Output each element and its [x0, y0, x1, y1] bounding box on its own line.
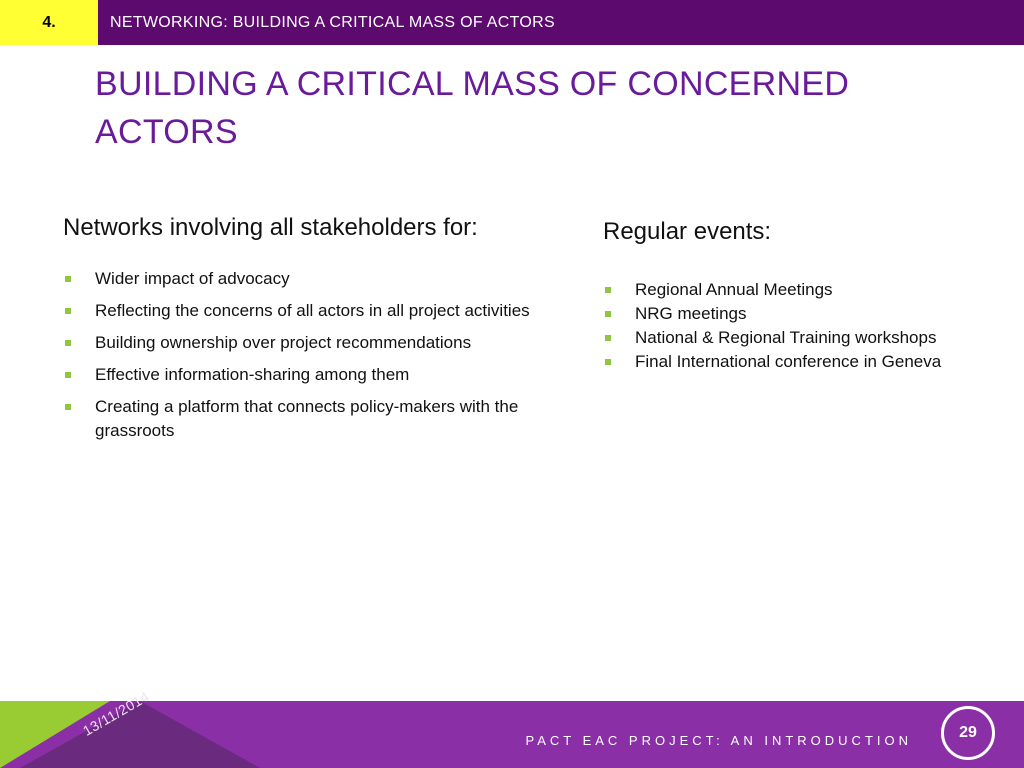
- page-number: 29: [941, 706, 995, 760]
- square-bullet-icon: [65, 308, 71, 314]
- square-bullet-icon: [65, 404, 71, 410]
- list-item-text: NRG meetings: [635, 304, 747, 323]
- square-bullet-icon: [605, 359, 611, 365]
- square-bullet-icon: [605, 287, 611, 293]
- section-title: NETWORKING: BUILDING A CRITICAL MASS OF ACTORS: [110, 13, 555, 31]
- right-column-heading: Regular events:: [603, 218, 772, 245]
- left-bullet-list: [63, 267, 553, 443]
- slide-title: BUILDING A CRITICAL MASS OF CONCERNED ACTORS: [95, 65, 850, 151]
- right-bullet-list: [603, 278, 1013, 374]
- list-item: [63, 363, 553, 387]
- left-column: [63, 212, 553, 451]
- list-item: [63, 331, 553, 355]
- list-item: [603, 278, 1013, 302]
- header-bar: [0, 0, 1024, 45]
- list-item-text: Final International conference in Geneva: [635, 352, 942, 371]
- list-item: [63, 395, 553, 443]
- list-item-text: National & Regional Training workshops: [635, 328, 937, 347]
- footer-dark-accent: [20, 701, 260, 768]
- list-item: [63, 267, 553, 291]
- square-bullet-icon: [65, 340, 71, 346]
- section-number: 4.: [0, 0, 98, 45]
- list-item-text: Creating a platform that connects policy-makers with the grassroots: [95, 397, 519, 440]
- list-item-text: Building ownership over project recommendations: [95, 333, 472, 352]
- list-item: [603, 350, 1013, 374]
- right-column: [603, 216, 1013, 374]
- square-bullet-icon: [65, 276, 71, 282]
- list-item-text: Wider impact of advocacy: [95, 269, 290, 288]
- square-bullet-icon: [65, 372, 71, 378]
- footer-title: PACT EAC PROJECT: AN INTRODUCTION: [525, 733, 912, 748]
- footer-date: 13/11/2014: [80, 687, 153, 739]
- square-bullet-icon: [605, 311, 611, 317]
- left-column-heading: Networks involving all stakeholders for:: [63, 214, 478, 241]
- list-item: [63, 299, 553, 323]
- square-bullet-icon: [605, 335, 611, 341]
- list-item-text: Effective information-sharing among them: [95, 365, 410, 384]
- list-item: [603, 302, 1013, 326]
- list-item-text: Regional Annual Meetings: [635, 280, 833, 299]
- list-item-text: Reflecting the concerns of all actors in all project activities: [95, 301, 530, 320]
- list-item: [603, 326, 1013, 350]
